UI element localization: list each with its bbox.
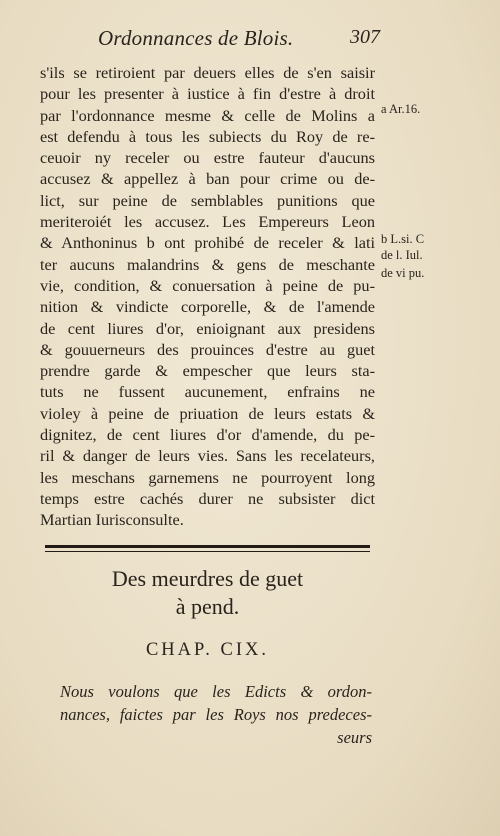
section-heading: à pend. [175, 594, 240, 619]
running-head [40, 26, 380, 56]
body-line: est defendu à tous les subiects du Roy de re- [40, 126, 375, 146]
body-line: par l'ordonnance mesme & celle de Molins a [40, 105, 375, 125]
body-text [40, 62, 375, 531]
body-line: temps estre cachés durer ne subsister dict [40, 488, 375, 508]
italic-text [60, 680, 372, 749]
body-line: ril & danger de leurs vies. Sans les recelateurs, [40, 446, 375, 466]
body-line: s'ils se retiroient par deuers elles de s'en saisir [40, 63, 375, 82]
body-line: prendre garde & empescher que leurs sta- [40, 361, 375, 381]
section-divider [45, 551, 370, 552]
body-line: vie, condition, & conuersation à peine de pu- [40, 275, 375, 295]
margin-note-b: de l. Iul. [381, 248, 423, 262]
body-line: ceuoir ny receler ou estre fauteur d'aucuns [40, 148, 375, 168]
body-line: & Anthoninus b ont prohibé de receler & lati [40, 233, 375, 253]
section-divider [45, 545, 370, 548]
body-line: meriteroiét les accusez. Les Empereurs Leon [40, 212, 375, 232]
italic-line: nances, faictes par les Roys nos predeces- [60, 705, 372, 724]
body-line: violey à peine de priuation de leurs estats & [40, 403, 375, 423]
body-line: dignitez, de cent liures d'or d'amende, du pe- [40, 425, 375, 445]
chapter-heading: CHAP. CIX. [145, 640, 270, 660]
body-line: Martian Iurisconsulte. [40, 510, 184, 530]
body-line: ter aucuns malandrins & gens de meschante [40, 254, 375, 274]
catchword: seurs [337, 728, 372, 747]
body-line: & gouuerneurs des prouinces d'estre au guet [40, 339, 375, 359]
margin-note-b: de vi pu. [381, 266, 425, 280]
margin-note-b: b L.si. C [381, 232, 425, 246]
section-heading: Des meurdres de guet [111, 566, 304, 591]
body-line: pour les presenter à iustice à fin d'estre à droit [40, 84, 375, 104]
margin-note-a: a Ar.16. [381, 102, 421, 116]
body-line: tuts ne fussent aucunement, enfrains ne [40, 382, 375, 402]
italic-line: Nous voulons que les Edicts & ordon- [60, 682, 372, 701]
page-number: 307 [350, 26, 380, 48]
running-title: Ordonnances de Blois. [98, 26, 294, 50]
body-line: accusez & appellez à ban pour crime ou de- [40, 169, 375, 189]
body-line: nition & vindicte corporelle, & de l'amende [40, 297, 375, 317]
body-line: de cent liures d'or, enioignant aux presidens [40, 318, 375, 338]
body-line: les meschans garnemens ne pourroyent long [40, 467, 375, 487]
body-line: lict, sur peine de semblables punitions que [40, 190, 375, 210]
